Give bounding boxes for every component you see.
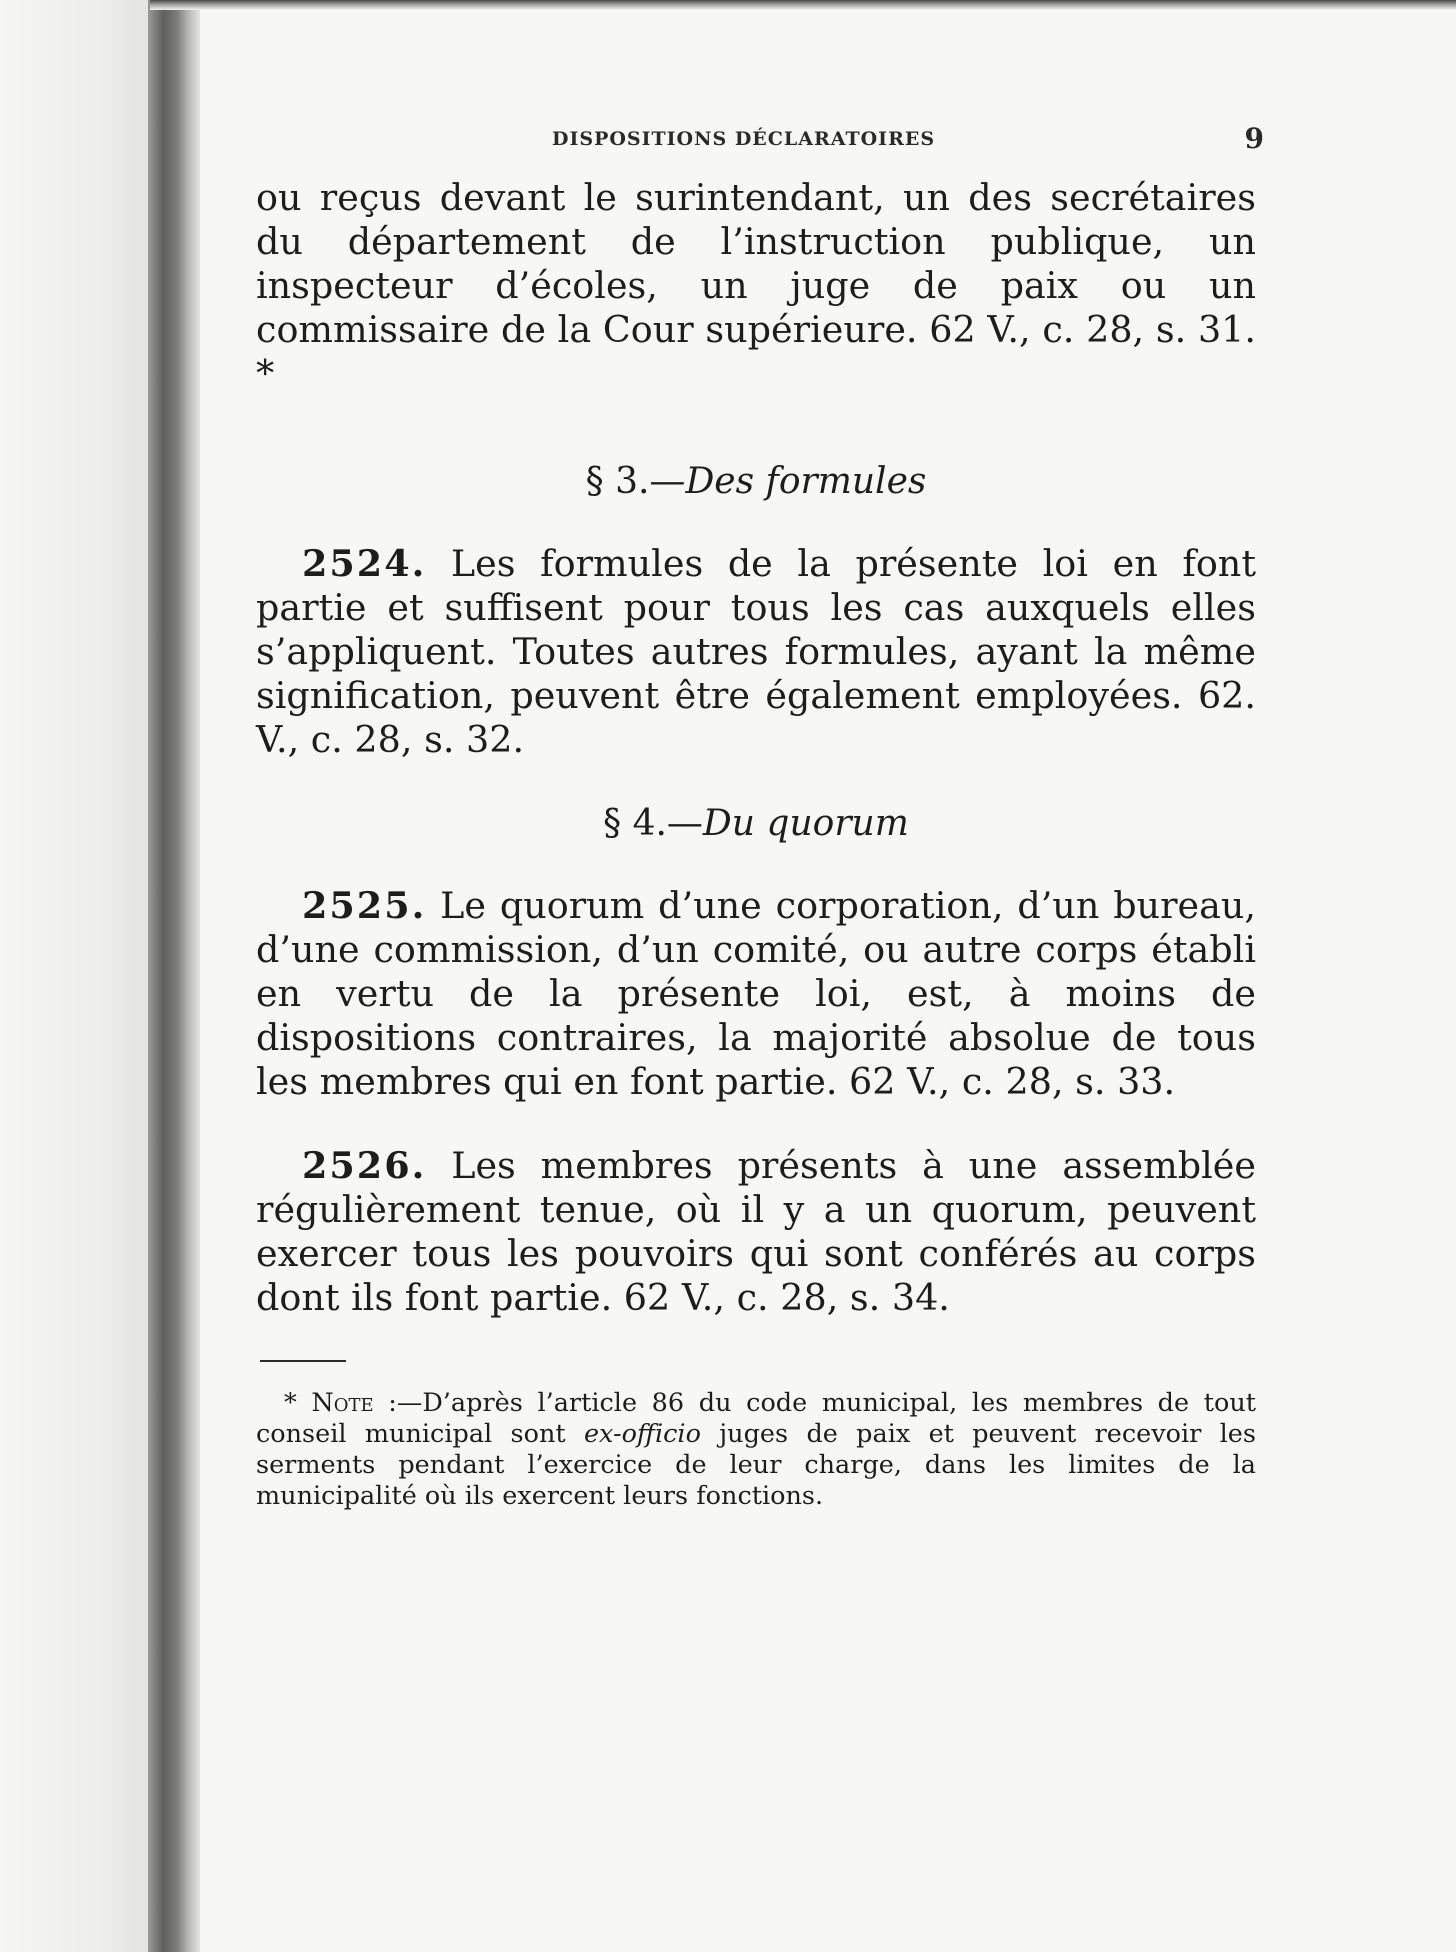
page-number: 9: [1244, 122, 1264, 155]
top-edge-shadow: [150, 0, 1456, 10]
section-heading-3: [256, 460, 1256, 504]
footnote: [256, 1388, 1256, 1512]
running-title: DISPOSITIONS DÉCLARATOIRES: [552, 128, 936, 150]
article-text: Les membres présents à une assemblée régulièrement tenue, où il y a un quorum, peuvent exercer tous les pouvoirs qui sont conférés au corps dont ils font partie. 62 V., c. 28, s. 34.: [256, 1144, 1256, 1319]
footnote-text-before: :—D’après l’article 86 du code municipal, les membres de tout conseil municipal sont: [256, 1388, 1257, 1449]
section-title: Des formules: [685, 461, 927, 502]
footnote-italic-term: ex-officio: [583, 1419, 701, 1449]
footnote-rule: [260, 1360, 346, 1362]
footnote-text-after: juges de paix et peuvent recevoir les serments pendant l’exercice de leur charge, dans les limites de la municipalité où ils exercent leurs fonctions.: [256, 1419, 1256, 1511]
article-number: 2525.: [302, 884, 427, 927]
previous-page-edge: [0, 0, 152, 1952]
footnote-label: Note: [311, 1388, 374, 1418]
article-number: 2524.: [302, 542, 427, 585]
book-gutter-shadow: [148, 0, 200, 1952]
page-text-block: [256, 120, 1264, 1512]
section-heading-4: [256, 802, 1256, 846]
section-number: § 4.—: [603, 803, 703, 844]
running-head: [256, 120, 1264, 160]
article-2526: [256, 1144, 1256, 1320]
continued-paragraph: ou reçus devant le surintendant, un des secrétaires du département de l’instruction publique, un inspecteur d’écoles, un juge de paix ou un commissaire de la Cour supérieure. 62 V., c. 28, s. 31. *: [256, 176, 1256, 395]
article-2524: [256, 542, 1256, 762]
article-text: Les formules de la présente loi en font partie et suffisent pour tous les cas auxquels elles s’appliquent. Toutes autres formules, ayant la même signification, peuvent être également employées. 62. V., c. 28, s. 32.: [256, 542, 1256, 761]
article-2525: [256, 884, 1256, 1104]
article-text: Le quorum d’une corporation, d’un bureau, d’une commission, d’un comité, ou autre corps établi en vertu de la présente loi, est, à moins de dispositions contraires, la majorité absolue de tous les membres qui en font partie. 62 V., c. 28, s. 33.: [256, 884, 1256, 1103]
footnote-marker: *: [284, 1388, 312, 1418]
section-number: § 3.—: [585, 461, 686, 502]
article-number: 2526.: [302, 1144, 427, 1187]
section-title: Du quorum: [702, 803, 909, 844]
